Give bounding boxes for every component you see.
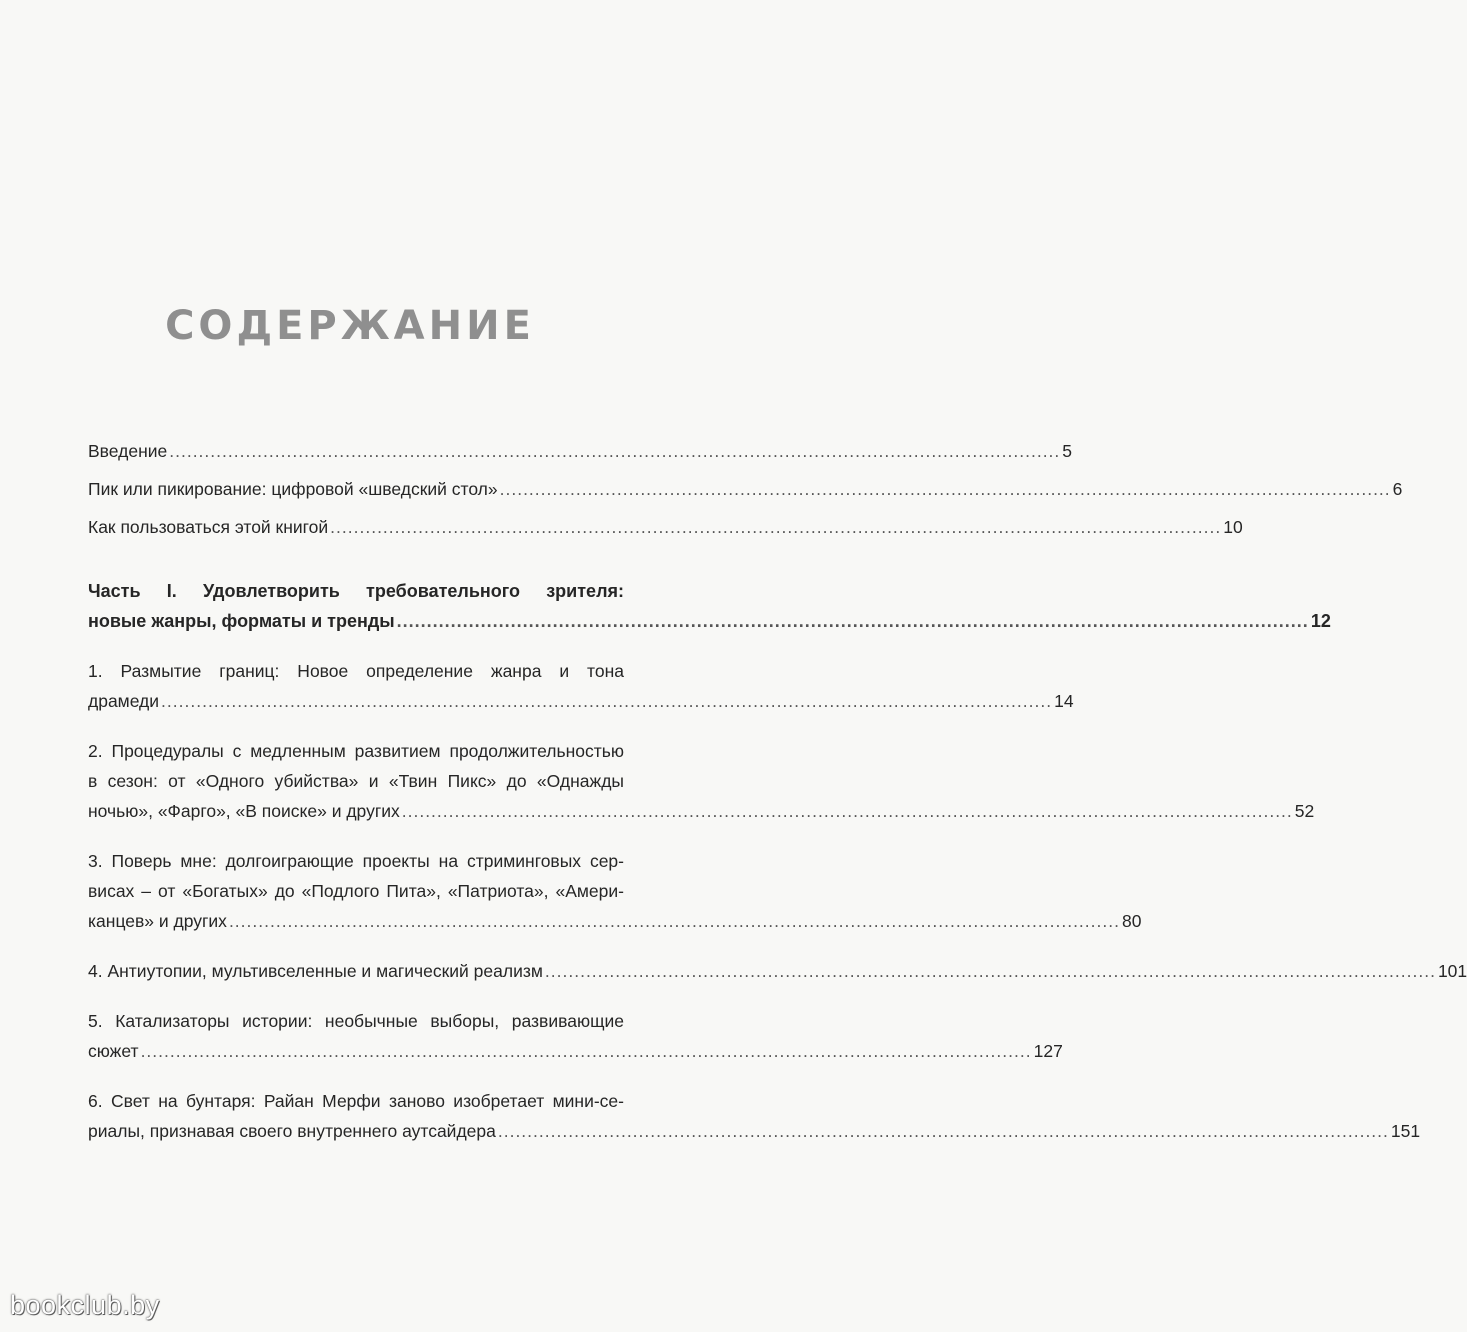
dot-leader: ........................................................................................................................................................ bbox=[161, 691, 1053, 711]
toc-chapter-1[interactable] bbox=[88, 656, 1074, 716]
dot-leader: ........................................................................................................................................................ bbox=[228, 911, 1120, 931]
dot-leader: ........................................................................................................................................................ bbox=[544, 961, 1436, 981]
toc-entry-text: Введение bbox=[88, 441, 168, 461]
toc-entry-text: риалы, признавая своего внутреннего аутсайдера bbox=[88, 1121, 496, 1141]
toc-page-number: 14 bbox=[1054, 691, 1074, 711]
toc-page-number: 12 bbox=[1310, 611, 1331, 631]
toc-page-number: 151 bbox=[1390, 1121, 1421, 1141]
toc-entry-line: в сезон: от «Одного убийства» и «Твин Пикс» до «Однажды bbox=[88, 771, 624, 791]
toc-entry-line: 5. Катализаторы истории: необычные выборы, развивающие bbox=[88, 1011, 624, 1031]
toc-entry-intro[interactable] bbox=[88, 436, 1073, 466]
toc-entry-text: драмеди bbox=[88, 691, 160, 711]
toc-entry-howto[interactable] bbox=[88, 512, 1243, 542]
page-title: СОДЕРЖАНИЕ bbox=[165, 303, 535, 349]
toc-chapter-5[interactable] bbox=[88, 1006, 1063, 1066]
toc-entry-line: 1. Размытие границ: Новое определение жанра и тона bbox=[88, 661, 624, 681]
dot-leader: ........................................................................................................................................................ bbox=[169, 441, 1061, 461]
toc-entry-text: сюжет bbox=[88, 1041, 139, 1061]
toc-part-title-line: новые жанры, форматы и тренды bbox=[88, 611, 395, 631]
dot-leader: ........................................................................................................................................................ bbox=[396, 611, 1309, 631]
toc-page-number: 5 bbox=[1062, 441, 1073, 461]
toc-entry-text: 4. Антиутопии, мультивселенные и магический реализм bbox=[88, 961, 543, 981]
dot-leader: ........................................................................................................................................................ bbox=[401, 801, 1293, 821]
dot-leader: ........................................................................................................................................................ bbox=[140, 1041, 1032, 1061]
toc-page-number: 10 bbox=[1223, 517, 1243, 537]
toc-part-1[interactable] bbox=[88, 576, 1331, 636]
toc-entry-text: Пик или пикирование: цифровой «шведский стол» bbox=[88, 479, 498, 499]
toc-chapter-4[interactable] bbox=[88, 956, 1467, 986]
toc-entry-line: 3. Поверь мне: долгоиграющие проекты на стриминговых сер- bbox=[88, 851, 624, 871]
watermark-logo: bookclub.by bbox=[10, 1290, 160, 1320]
toc-entry-peak[interactable] bbox=[88, 474, 1403, 504]
toc-chapter-6[interactable] bbox=[88, 1086, 1421, 1146]
toc-entry-text: ночью», «Фарго», «В поиске» и других bbox=[88, 801, 400, 821]
toc-entry-text: Как пользоваться этой книгой bbox=[88, 517, 329, 537]
table-of-contents bbox=[88, 436, 1467, 1146]
toc-page-number: 80 bbox=[1121, 911, 1142, 931]
toc-chapter-2[interactable] bbox=[88, 736, 1315, 826]
toc-chapter-3[interactable] bbox=[88, 846, 1142, 936]
dot-leader: ........................................................................................................................................................ bbox=[499, 479, 1391, 499]
toc-entry-line: 2. Процедуралы с медленным развитием продолжительностью bbox=[88, 741, 624, 761]
toc-entry-text: канцев» и других bbox=[88, 911, 227, 931]
toc-page-number: 101 bbox=[1437, 961, 1467, 981]
toc-entry-line: висах – от «Богатых» до «Подлого Пита», «Патриота», «Амери- bbox=[88, 881, 624, 901]
toc-page-number: 127 bbox=[1033, 1041, 1063, 1061]
dot-leader: ........................................................................................................................................................ bbox=[330, 517, 1222, 537]
dot-leader: ........................................................................................................................................................ bbox=[497, 1121, 1389, 1141]
toc-page-number: 52 bbox=[1294, 801, 1315, 821]
toc-part-title-line: Часть I. Удовлетворить требовательного зрителя: bbox=[88, 581, 624, 601]
toc-page-number: 6 bbox=[1392, 479, 1403, 499]
toc-entry-line: 6. Свет на бунтаря: Райан Мерфи заново изобретает мини-се- bbox=[88, 1091, 624, 1111]
